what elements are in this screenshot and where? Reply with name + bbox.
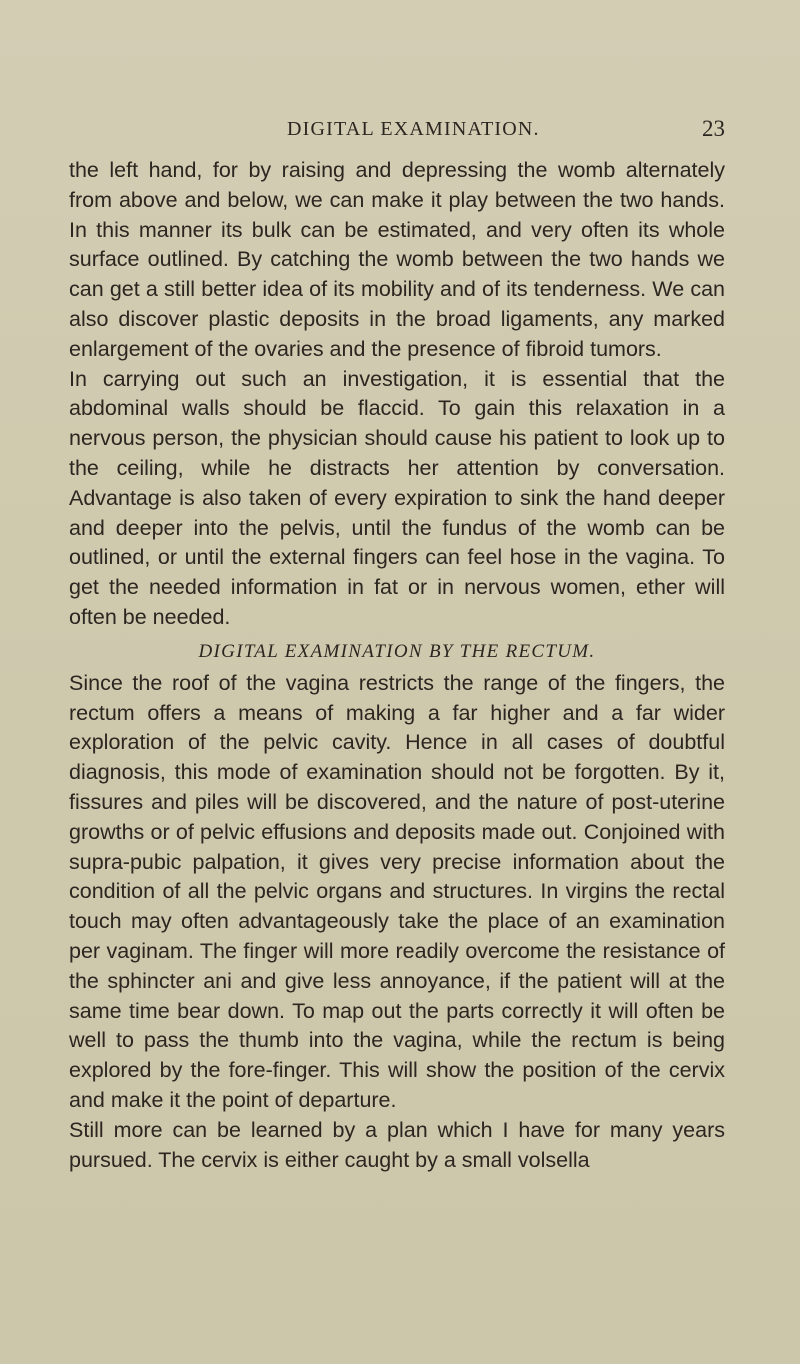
paragraph-rectum: Since the roof of the vagina restricts the range of the fingers, the rectum offers a means of making a far higher and a far wider exploration of the pelvic cavity. Hence in all cases of doubtful diagnosis, this mode of examination should not be forgotten. By it, fissures and piles will be discovered, and the nature of post-uterine growths or of pelvic effusions and deposits made out. Conjoined with supra-pubic palpation, it gives very precise information about the condition of all the pelvic organs and structures. In virgins the rectal touch may often advantageously take the place of an examination per vaginam. The finger will more readily overcome the resistance of the sphincter ani and give less annoyance, if the patient will at the same time bear down. To map out the parts correctly it will often be well to pass the thumb into the vagina, while the rectum is being explored by the fore-finger. This will show the position of the cervix and make it the point of departure. — [69, 670, 725, 1112]
page-number: 23 — [702, 116, 725, 141]
paragraph-volsella: Still more can be learned by a plan which I have for many years pursued. The cervix is either caught by a small volsella — [69, 1117, 725, 1172]
page-header — [0, 116, 800, 146]
running-head: DIGITAL EXAMINATION. — [287, 118, 540, 140]
body-text — [69, 156, 725, 1175]
paragraph-continued: the left hand, for by raising and depressing the womb alternately from above and below, we can make it play between the two hands. In this manner its bulk can be estimated, and very often its whole surface outlined. By catching the womb between the two hands we can get a still better idea of its mobility and of its tenderness. We can also discover plastic deposits in the broad ligaments, any marked enlargement of the ovaries and the presence of fibroid tumors. — [69, 158, 725, 361]
section-heading: DIGITAL EXAMINATION BY THE RECTUM. — [198, 640, 596, 662]
paragraph-abdominal-walls: In carrying out such an investigation, it is essential that the abdominal walls should be flaccid. To gain this relaxation in a nervous person, the physician should cause his patient to look up to the ceiling, while he distracts her attention by conversation. Advantage is also taken of every expiration to sink the hand deeper and deeper into the pelvis, until the fundus of the womb can be outlined, or until the external fingers can feel hose in the vagina. To get the needed information in fat or in nervous women, ether will often be needed. — [69, 366, 725, 629]
